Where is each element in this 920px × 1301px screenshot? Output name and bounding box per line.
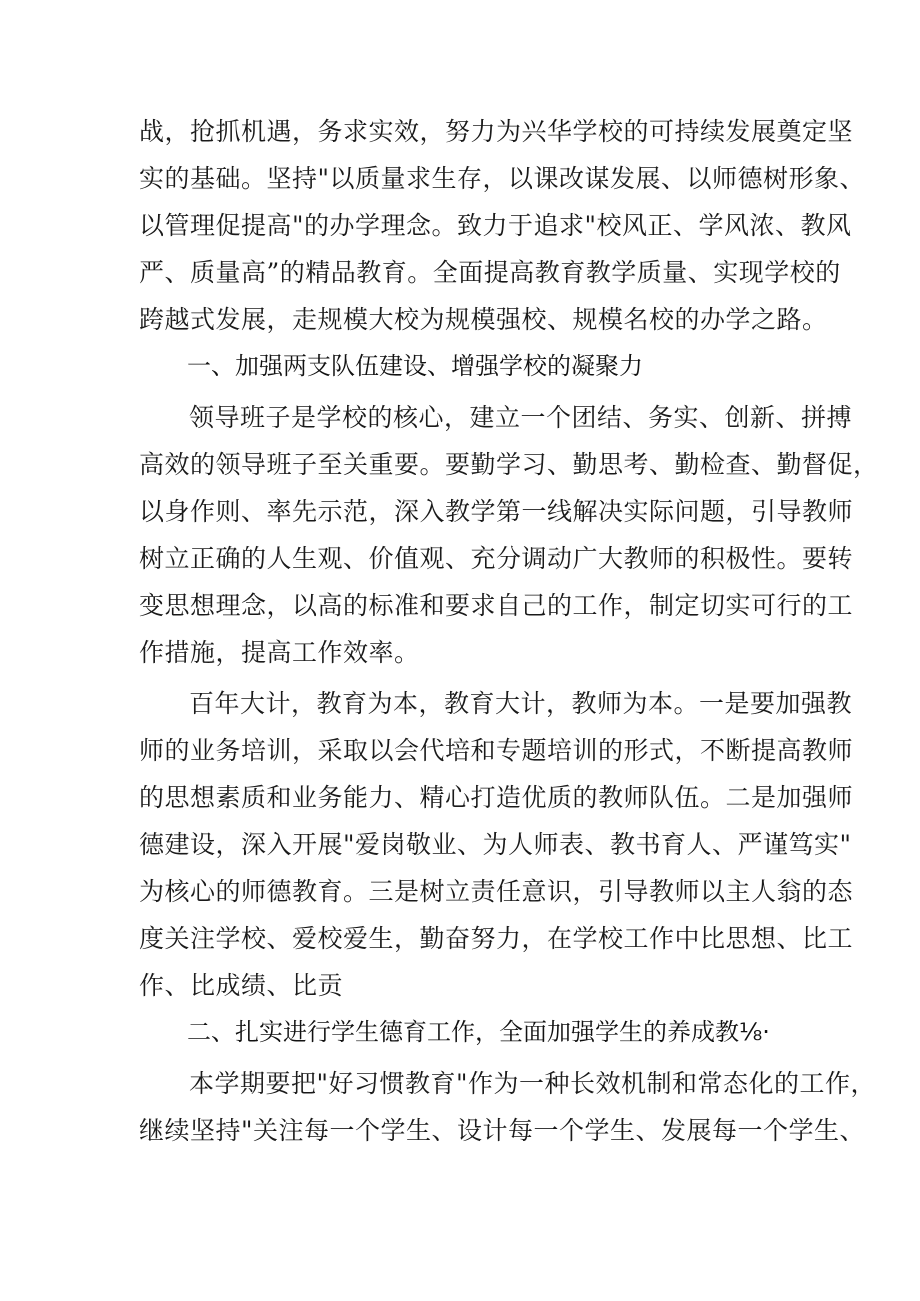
- text-line: 本学期要把"好习惯教育"作为一种长效机制和常态化的工作，: [189, 1069, 877, 1098]
- text-line: 继续坚持"关注每一个学生、设计每一个学生、发展每一个学生、: [139, 1116, 866, 1145]
- paragraph-intro: [139, 108, 866, 343]
- text-line: 实的基础。坚持"以质量求生存，以课改谋发展、以师德树形象、: [139, 164, 866, 193]
- text-line: 师的业务培训，采取以会代培和专题培训的形式，不断提高教师: [139, 736, 854, 765]
- text-line: 变思想理念，以高的标准和要求自己的工作，制定切实可行的工: [139, 591, 854, 620]
- text-line: 以身作则、率先示范，深入教学第一线解决实际问题，引导教师: [139, 497, 854, 526]
- text-line: 的思想素质和业务能力、精心打造优质的教师队伍。二是加强师: [139, 783, 854, 812]
- section-heading-1: 一、加强两支队伍建设、增强学校的凝聚力: [187, 352, 643, 380]
- text-line: 德建设，深入开展"爱岗敬业、为人师表、教书育人、严谨笃实": [139, 830, 852, 859]
- text-line: 跨越式发展，走规模大校为规模强校、规模名校的办学之路。: [139, 305, 828, 334]
- paragraph-habits: [139, 1060, 877, 1154]
- text-line: 树立正确的人生观、价值观、充分调动广大教师的积极性。要转: [139, 544, 854, 573]
- document-body: [139, 108, 879, 1154]
- text-line: 作、比成绩、比贡: [139, 971, 344, 1000]
- paragraph-teachers: [139, 680, 854, 1009]
- text-line: 作措施，提高工作效率。: [139, 638, 420, 667]
- section-heading-2: 二、扎实进行学生德育工作，全面加强学生的养成教⅛·: [187, 1018, 770, 1046]
- text-line: 以管理促提高"的办学理念。致力于追求"校风正、学风浓、教风: [139, 211, 852, 240]
- text-line: 领导班子是学校的核心，建立一个团结、务实、创新、拼搏: [189, 403, 853, 432]
- text-line: 为核心的师德教育。三是树立责任意识，引导教师以主人翁的态: [139, 877, 854, 906]
- text-line: 百年大计，教育为本，教育大计，教师为本。一是要加强教: [189, 689, 853, 718]
- text-line: 严、质量高”的精品教育。全面提高教育教学质量、实现学校的: [139, 258, 841, 287]
- paragraph-leadership: [139, 394, 879, 676]
- text-line: 战，抢抓机遇，务求实效，努力为兴华学校的可持续发展奠定坚: [139, 117, 854, 146]
- text-line: 度关注学校、爱校爱生，勤奋努力，在学校工作中比思想、比工: [139, 924, 854, 953]
- text-line: 高效的领导班子至关重要。要勤学习、勤思考、勤检查、勤督促，: [139, 450, 879, 479]
